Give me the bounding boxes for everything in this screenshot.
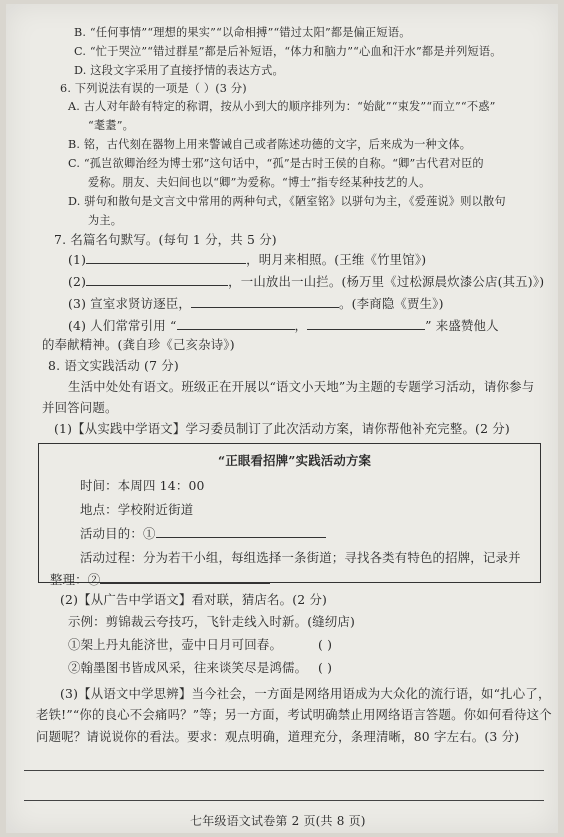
q8-sub-3-cont2: 问题呢？请说说你的看法。要求：观点明确，道理充分，条理清晰，80 字左右。(3 分)	[36, 729, 520, 744]
exam-page	[6, 4, 558, 833]
answer-paren[interactable]: ( )	[318, 637, 333, 652]
answer-line[interactable]	[24, 800, 544, 801]
answer-paren[interactable]: ( )	[318, 660, 333, 675]
q6-stem: 6. 下列说法有误的一项是（ ）(3 分)	[60, 82, 247, 95]
q6-option-b: B. 铭，古代刻在器物上用来警诫自己或者陈述功德的文字，后来成为一种文体。	[68, 138, 472, 151]
plan-title: “正眼看招牌”实践活动方案	[218, 453, 372, 468]
q8-couplet-2: ②翰墨图书皆成风采，往来谈笑尽是鸿儒。 ( )	[68, 660, 333, 675]
plan-process-cont: 整理：②	[50, 572, 270, 588]
q8-intro: 生活中处处有语文。班级正在开展以“语文小天地”为主题的专题学习活动，请你参与	[68, 379, 535, 394]
q5-option-d: D. 这段文字采用了直接抒情的表达方式。	[74, 64, 284, 77]
q8-sub-2: (2)【从广告中学语文】看对联，猜店名。(2 分)	[60, 592, 328, 607]
plan-place: 地点：学校附近街道	[80, 502, 194, 517]
answer-blank[interactable]	[100, 572, 270, 584]
answer-blank[interactable]	[191, 296, 339, 308]
q7-item-4: (4) 人们常常引用 “ ， ” 来盛赞他人	[68, 318, 499, 333]
page-footer: 七年级语文试卷第 2 页(共 8 页)	[190, 814, 366, 828]
q5-option-b: B. “任何事情”“理想的果实”“以命相搏”“错过太阳”都是偏正短语。	[74, 26, 411, 39]
q6-option-d-cont: 为主。	[88, 214, 123, 227]
q6-option-a-cont: “耄耋”。	[88, 119, 135, 132]
q8-sub-1-stem: (1)【从实践中学语文】学习委员制订了此次活动方案，请你帮他补充完整。(2 分)	[54, 421, 510, 436]
q7-item-1: (1) ，明月来相照。(王维《竹里馆》)	[68, 252, 427, 267]
q8-example: 示例：剪锦裁云夸技巧，飞针走线入时新。(缝纫店)	[68, 614, 356, 629]
answer-line[interactable]	[24, 770, 544, 771]
q8-sub-3: (3)【从语文中学思辨】当今社会，一方面是网络用语成为大众化的流行语，如“扎心了，	[60, 686, 551, 701]
q7-item-2: (2) ，一山放出一山拦。(杨万里《过松源晨炊漆公店(其五)》)	[68, 274, 545, 289]
q6-option-a: A. 古人对年龄有特定的称谓，按从小到大的顺序排列为：“始龀”“束发”“而立”“不惑”	[68, 100, 496, 113]
q6-option-c: C. “孤岂欲卿治经为博士邪”这句话中，“孤”是古时王侯的自称。“卿”古代君对臣的	[68, 157, 484, 170]
q5-option-c: C. “忙于哭泣”“错过群星”都是后补短语，“体力和脑力”“心血和汗水”都是并列短语。	[74, 45, 502, 58]
answer-blank[interactable]	[307, 318, 425, 330]
plan-process: 活动过程：分为若干小组，每组选择一条街道；寻找各类有特色的招牌，记录并	[80, 550, 521, 565]
q6-option-c-cont: 爱称。朋友、夫妇间也以“卿”为爱称。“博士”指专经某种技艺的人。	[88, 176, 431, 189]
q8-stem: 8. 语文实践活动 (7 分)	[48, 358, 179, 373]
q8-sub-3-cont: 老铁!”“你的良心不会痛吗？”等；另一方面，考试明确禁止用网络语言答题。你如何看待这个	[36, 707, 552, 722]
answer-blank[interactable]	[86, 252, 246, 264]
answer-blank[interactable]	[156, 526, 326, 538]
q7-item-4-cont: 的奉献精神。(龚自珍《己亥杂诗》)	[42, 337, 235, 352]
q8-intro-cont: 并回答问题。	[42, 400, 118, 415]
q7-item-3: (3) 宣室求贤访逐臣， 。(李商隐《贾生》)	[68, 296, 444, 311]
answer-blank[interactable]	[86, 274, 228, 286]
answer-blank[interactable]	[177, 318, 295, 330]
q8-couplet-1: ①架上丹丸能济世，壶中日月可回春。 ( )	[68, 637, 333, 652]
q7-stem: 7. 名篇名句默写。(每句 1 分，共 5 分)	[54, 232, 277, 247]
plan-time: 时间：本周四 14：00	[80, 478, 205, 493]
plan-purpose: 活动目的：①	[80, 526, 326, 542]
q6-option-d: D. 骈句和散句是文言文中常用的两种句式，《陋室铭》以骈句为主，《爱莲说》则以散句	[68, 195, 506, 208]
